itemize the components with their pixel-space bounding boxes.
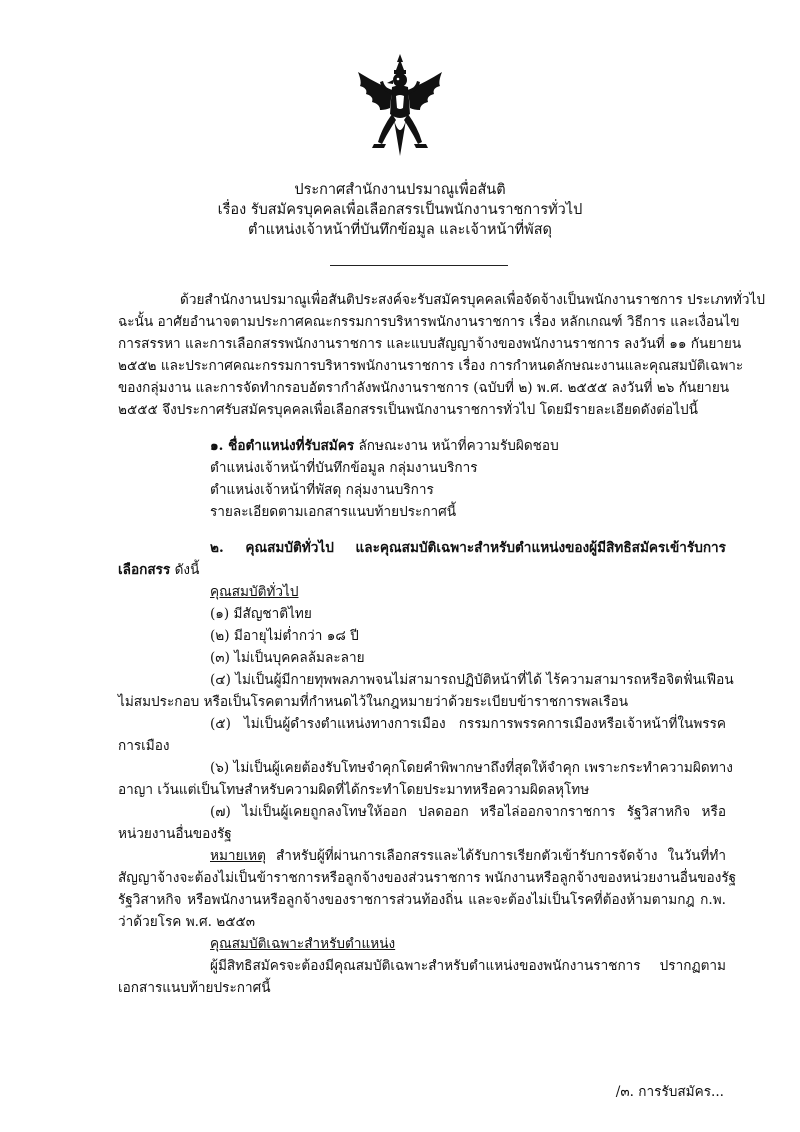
intro-line: ๒๕๕๕ จึงประกาศรับสมัครบุคคลเพื่อเลือกสรรเป็นพนักงานราชการทั่วไป โดยมีรายละเอียดดังต่อไปนี้	[118, 402, 698, 418]
section2-heading: ๒. คุณสมบัติทั่วไป และคุณสมบัติเฉพาะสำหรับตำแหน่งของผู้มีสิทธิสมัครเข้ารับการ	[210, 540, 726, 556]
qualification-item: (๖) ไม่เป็นผู้เคยต้องรับโทษจำคุกโดยคำพิพากษาถึงที่สุดให้จำคุก เพราะกระทำความผิดทาง	[210, 760, 733, 776]
note-label: หมายเหตุ	[210, 848, 266, 864]
qualification-item-cont: หน่วยงานอื่นของรัฐ	[118, 826, 232, 842]
specific-qualifications-text: ผู้มีสิทธิสมัครจะต้องมีคุณสมบัติเฉพาะสำหรับตำแหน่งของพนักงานราชการ ปรากฏตาม	[210, 958, 726, 974]
qualification-item: (๓) ไม่เป็นบุคคลล้มละลาย	[210, 650, 365, 666]
header-divider	[330, 265, 508, 266]
section1-item: ตำแหน่งเจ้าหน้าที่บันทึกข้อมูล กลุ่มงานบริการ	[210, 460, 478, 476]
section1-item: รายละเอียดตามเอกสารแนบท้ายประกาศนี้	[210, 504, 457, 520]
continued-marker: /๓. การรับสมัคร...	[615, 1084, 724, 1100]
qualification-item: (๔) ไม่เป็นผู้มีกายทุพพลภาพจนไม่สามารถปฏิบัติหน้าที่ได้ ไร้ความสามารถหรือจิตฟั่นเฟือน	[210, 672, 734, 688]
section1-title: ๑. ชื่อตำแหน่งที่รับสมัคร	[210, 438, 355, 454]
qualification-item: (๑) มีสัญชาติไทย	[210, 606, 312, 622]
note-line: ว่าด้วยโรค พ.ศ. ๒๕๕๓	[118, 914, 256, 930]
note-line: รัฐวิสาหกิจ หรือพนักงานหรือลูกจ้างของราชการส่วนท้องถิ่น และจะต้องไม่เป็นโรคที่ต้องห้ามตามกฎ ก.พ.	[118, 892, 726, 908]
garuda-emblem	[352, 52, 448, 162]
specific-qualifications-text-cont: เอกสารแนบท้ายประกาศนี้	[118, 980, 271, 996]
announcement-header	[0, 180, 800, 240]
specific-qualifications-title: คุณสมบัติเฉพาะสำหรับตำแหน่ง	[210, 936, 396, 952]
section1-item: ตำแหน่งเจ้าหน้าที่พัสดุ กลุ่มงานบริการ	[210, 482, 434, 498]
intro-line: ๒๕๕๒ และประกาศคณะกรรมการบริหารพนักงานราชการ เรื่อง การกำหนดลักษณะงานและคุณสมบัติเฉพาะ	[118, 358, 744, 374]
section1-heading	[118, 435, 726, 457]
qualification-item-cont: อาญา เว้นแต่เป็นโทษสำหรับความผิดที่ได้กระทำโดยประมาทหรือความผิดลหุโทษ	[118, 782, 590, 798]
section1-title-rest: ลักษณะงาน หน้าที่ความรับผิดชอบ	[354, 438, 559, 454]
note-paragraph: หมายเหตุ สำหรับผู้ที่ผ่านการเลือกสรรและได้รับการเรียกตัวเข้ารับการจัดจ้าง ในวันที่ทำ	[210, 848, 726, 864]
intro-line: ฉะนั้น อาศัยอำนาจตามประกาศคณะกรรมการบริหารพนักงานราชการ เรื่อง หลักเกณฑ์ วิธีการ และเงื่อนไข	[118, 314, 740, 330]
intro-line: ด้วยสำนักงานปรมาณูเพื่อสันติประสงค์จะรับสมัครบุคคลเพื่อจัดจ้างเป็นพนักงานราชการ ประเภททั่วไป	[180, 292, 765, 308]
qualification-item: (๗) ไม่เป็นผู้เคยถูกลงโทษให้ออก ปลดออก หรือไล่ออกจากราชการ รัฐวิสาหกิจ หรือ	[210, 804, 726, 820]
announcement-issuer: ประกาศสำนักงานปรมาณูเพื่อสันติ	[294, 182, 506, 198]
announcement-body	[118, 289, 765, 999]
general-qualifications-title: คุณสมบัติทั่วไป	[210, 584, 299, 600]
note-line: สัญญาจ้างจะต้องไม่เป็นข้าราชการหรือลูกจ้างของส่วนราชการ พนักงานหรือลูกจ้างของหน่วยงานอื่นของรัฐ	[118, 870, 737, 886]
announcement-positions: ตำแหน่งเจ้าหน้าที่บันทึกข้อมูล และเจ้าหน้าที่พัสดุ	[248, 222, 552, 238]
section2-heading-cont: เลือกสรร ดังนี้	[118, 562, 200, 578]
announcement-subject: เรื่อง รับสมัครบุคคลเพื่อเลือกสรรเป็นพนักงานราชการทั่วไป	[217, 202, 583, 218]
qualification-item: (๒) มีอายุไม่ต่ำกว่า ๑๘ ปี	[210, 628, 359, 644]
intro-line: ของกลุ่มงาน และการจัดทำกรอบอัตรากำลังพนักงานราชการ (ฉบับที่ ๒) พ.ศ. ๒๕๕๕ ลงวันที่ ๒๖ กันยายน	[118, 380, 730, 396]
qualification-item-cont: การเมือง	[118, 738, 170, 754]
qualification-item: (๕) ไม่เป็นผู้ดำรงตำแหน่งทางการเมือง กรรมการพรรคการเมืองหรือเจ้าหน้าที่ในพรรค	[210, 716, 726, 732]
intro-line: การสรรหา และการเลือกสรรพนักงานราชการ และแบบสัญญาจ้างของพนักงานราชการ ลงวันที่ ๑๑ กันยายน	[118, 336, 742, 352]
qualification-item-cont: ไม่สมประกอบ หรือเป็นโรคตามที่กำหนดไว้ในกฎหมายว่าด้วยระเบียบข้าราชการพลเรือน	[118, 694, 629, 710]
